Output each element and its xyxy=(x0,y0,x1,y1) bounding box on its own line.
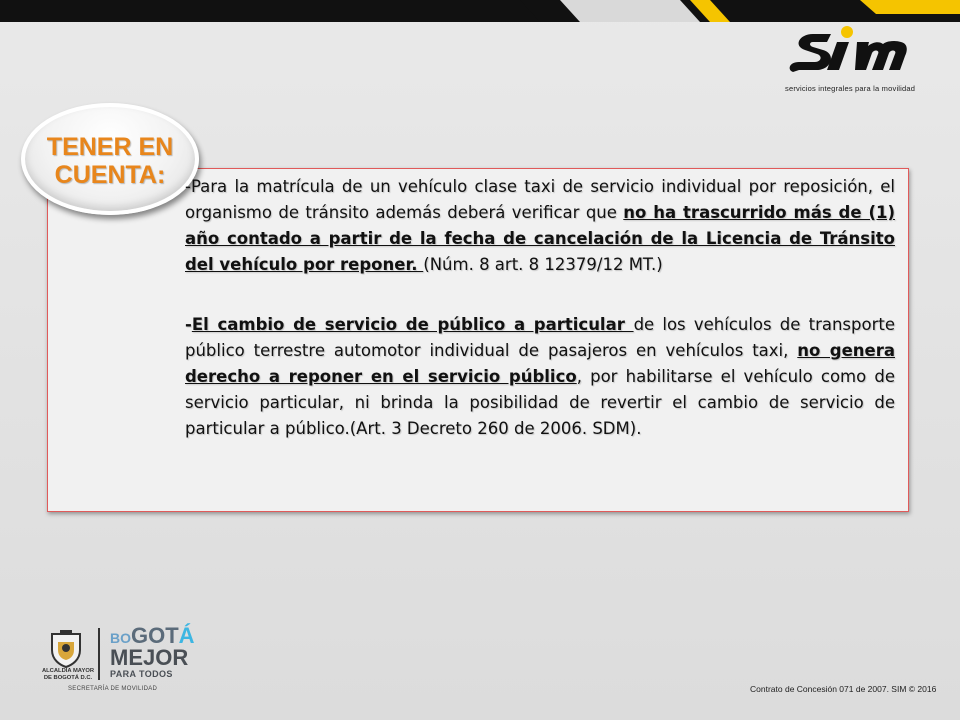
logo-tagline: servicios integrales para la movilidad xyxy=(785,84,916,93)
badge-line2: CUENTA: xyxy=(54,161,166,189)
p2-suffix: , por habilitarse el vehículo como de servicio particular, ni brinda la posibilidad de revertir el cambio de servicio de particular a público.(Art. 3 Decreto 260 de 2006. SDM). xyxy=(185,367,895,438)
logo-divider xyxy=(98,628,100,680)
p2-middle: de los vehículos de transporte público terrestre automotor individual de pasajeros en vehículos taxi, xyxy=(185,315,895,360)
p1-suffix: (Núm. 8 art. 8 12379/12 MT.) xyxy=(423,255,663,274)
sim-logo-mark xyxy=(785,22,935,84)
badge-text xyxy=(25,133,195,189)
p2-underlined1: El cambio de servicio de público a particular xyxy=(191,315,634,334)
p2-dash: - xyxy=(185,315,192,334)
bogota-got: GOT xyxy=(131,623,179,648)
p1-underlined: no ha trascurrido más de (1) año contado a partir de la fecha de cancelación de la Licencia de Tránsito del vehículo por reponer. xyxy=(185,203,896,274)
paragraph-cambio-servicio xyxy=(185,312,895,442)
badge-line1: TENER EN xyxy=(46,133,174,161)
alcaldia-label: ALCALDÍA MAYOR DE BOGOTÁ D.C. xyxy=(41,668,95,681)
sim-logo xyxy=(785,22,935,102)
top-banner xyxy=(0,0,960,22)
paragraph-matricula xyxy=(185,174,895,278)
para-todos-label: PARA TODOS xyxy=(110,669,173,679)
copyright-notice: Contrato de Concesión 071 de 2007. SIM © 2016 xyxy=(750,684,937,694)
p2-underlined2: no genera derecho a reponer en el servicio público xyxy=(185,341,895,386)
secretaria-label: SECRETARÍA DE MOVILIDAD xyxy=(68,686,158,692)
bogota-crest-icon xyxy=(46,628,86,668)
bogota-logo xyxy=(38,624,198,696)
mejor-label: MEJOR xyxy=(110,645,189,670)
bogota-bo: BO xyxy=(110,630,131,646)
body-text xyxy=(185,174,895,442)
bogota-ta: Á xyxy=(178,623,195,648)
p1-prefix: -Para la matrícula de un vehículo clase taxi de servicio individual por reposición, el organismo de tránsito además deberá verificar que xyxy=(185,177,895,222)
tener-en-cuenta-badge xyxy=(21,103,199,215)
